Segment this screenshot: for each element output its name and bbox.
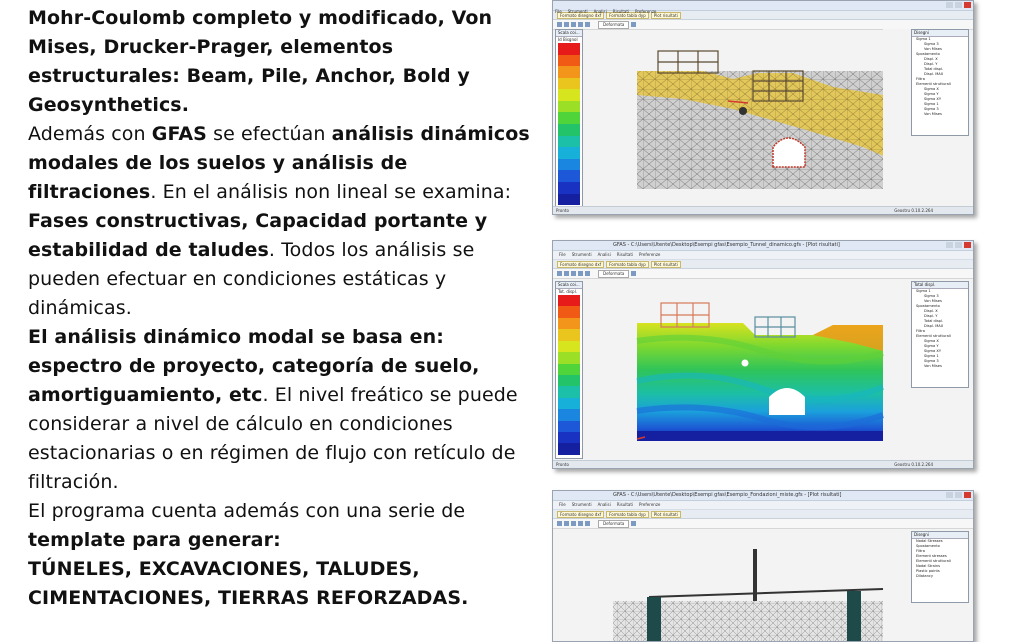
menu-ribbon [553, 501, 973, 510]
construction-phases-bold: Fases constructivas, Capacidad portante y estabilidad de taludes [28, 210, 488, 261]
print-icon[interactable] [585, 22, 590, 27]
results-tree-panel [911, 531, 969, 603]
status-right: Geostru 0.10.2.264 [894, 462, 933, 467]
print-icon[interactable] [585, 521, 590, 526]
model-canvas[interactable] [553, 531, 913, 641]
color-scale-legend [555, 29, 583, 209]
tree-items [912, 539, 968, 579]
left-footing [647, 597, 661, 641]
legend-color-bar [558, 43, 580, 205]
window-controls [946, 2, 971, 8]
tree-item[interactable]: Sigma XY [924, 349, 942, 353]
menu-preferences[interactable]: Preferenze [639, 502, 661, 507]
tree-item[interactable]: Elementi strutturali [916, 559, 951, 563]
maximize-icon[interactable] [955, 492, 962, 498]
pile-marker [739, 107, 747, 115]
tree-item[interactable]: Sigma 3 [924, 107, 939, 111]
window-title: GFAS - C:\Users\Utente\Desktop\Esempi gfas\Esempio_Tunnel_dinamico.gfs - [Plot risultati] [613, 242, 840, 248]
menu-analysis[interactable]: Analisi [593, 9, 607, 14]
toolbar [553, 269, 973, 279]
tree-item[interactable]: Displ. MAX [924, 72, 944, 76]
menu-analysis[interactable]: Analisi [597, 252, 611, 257]
tree-item[interactable]: Sigma 3 [924, 294, 939, 298]
settings-icon[interactable] [631, 521, 636, 526]
tree-title: Disegni [912, 30, 968, 37]
status-bar [553, 460, 973, 468]
tree-title: Disegni [912, 532, 968, 539]
status-bar [553, 206, 973, 214]
menu-results[interactable]: Risultati [616, 502, 634, 507]
tunnel-opening [773, 138, 805, 167]
fit-icon[interactable] [578, 22, 583, 27]
paragraph-modal-analysis [28, 323, 538, 497]
tab-results[interactable]: Plot risultati [651, 12, 681, 19]
fit-icon[interactable] [578, 521, 583, 526]
menu-results[interactable]: Risultati [616, 252, 634, 257]
text-fragment: . El nivel freático se puede considerar a nivel de cálculo en condiciones estacionarias o en régimen de flujo con retículo de filtración. [28, 384, 518, 493]
close-icon[interactable] [964, 242, 971, 248]
tree-item[interactable]: Sigma 1 [924, 102, 939, 106]
right-footing [847, 591, 861, 641]
tree-item[interactable]: Displ. X [924, 309, 938, 313]
left-building-frame [658, 51, 718, 73]
template-bold: template para generar: [28, 529, 281, 551]
templates-list-1: TÚNELES, EXCAVACIONES, TALUDES, [28, 558, 420, 580]
tree-item[interactable]: Total displ. [924, 319, 944, 323]
maximize-icon[interactable] [955, 242, 962, 248]
legend-subtitle: Id Bisgnol [558, 37, 578, 42]
tab-dyp[interactable]: Formato tabla dyp [606, 511, 649, 518]
dynamic-analysis-bold: análisis dinámicos modales de los suelos y análisis de filtraciones [28, 123, 530, 203]
tree-item[interactable]: Sigma X [924, 339, 939, 343]
tree-item[interactable]: Sigma 1 [924, 354, 939, 358]
tree-item[interactable]: Spostamento [916, 52, 940, 56]
tree-item[interactable]: Displ. Y [924, 62, 938, 66]
tree-item[interactable]: Filtra [916, 77, 925, 81]
zoom-out-icon[interactable] [564, 22, 569, 27]
toolbar [553, 519, 973, 529]
results-tree-panel [911, 29, 969, 136]
tab-dyp[interactable]: Formato tabla dyp [606, 12, 649, 19]
legend-title: Scala coi... [556, 30, 582, 37]
text-fragment: El programa cuenta además con una serie de [28, 500, 466, 522]
tree-items [912, 289, 968, 369]
settings-icon[interactable] [631, 22, 636, 27]
results-tree-panel [911, 281, 969, 388]
zoom-in-icon[interactable] [557, 22, 562, 27]
tree-item[interactable]: Sigma XY [924, 97, 942, 101]
tree-item[interactable]: Element stresses [916, 554, 947, 558]
tree-item[interactable]: Von Mises [924, 112, 942, 116]
tree-item[interactable]: Elementi strutturali [916, 82, 951, 86]
window-titlebar [553, 491, 973, 501]
pan-icon[interactable] [571, 521, 576, 526]
pan-icon[interactable] [571, 271, 576, 276]
tree-item[interactable]: Displ. Y [924, 314, 938, 318]
print-icon[interactable] [585, 271, 590, 276]
text-fragment: Además con [28, 123, 152, 145]
deformation-select[interactable]: Deformata [598, 21, 629, 29]
model-canvas[interactable] [583, 281, 913, 457]
status-right: Geostru 0.10.2.264 [894, 208, 933, 213]
menu-tools[interactable]: Strumenti [571, 252, 592, 257]
templates-list-2: CIMENTACIONES, TIERRAS REFORZADAS. [28, 587, 469, 609]
legend-color-bar [558, 295, 580, 455]
window-titlebar [553, 241, 973, 251]
tree-item[interactable]: Spostamento [916, 304, 940, 308]
document-tabs [553, 260, 973, 269]
minimize-icon[interactable] [946, 242, 953, 248]
tab-results[interactable]: Plot risultati [651, 261, 681, 268]
pan-icon[interactable] [571, 22, 576, 27]
zoom-in-icon[interactable] [557, 521, 562, 526]
deformation-select[interactable]: Deformata [598, 270, 629, 278]
tree-item[interactable]: Plastic points [916, 569, 940, 573]
tree-item[interactable]: Sigma X [924, 87, 939, 91]
deformation-select[interactable]: Deformata [598, 520, 629, 528]
paragraph-gfas-analysis [28, 120, 538, 323]
text-fragment: . Todos los análisis se pueden efectuar en condiciones estáticas y dinámicas. [28, 239, 475, 319]
document-tabs [553, 510, 973, 519]
tree-item[interactable]: Total displ. [924, 67, 944, 71]
tree-item[interactable]: Filtra [916, 329, 925, 333]
legend-title: Scala coi... [556, 282, 582, 289]
zoom-out-icon[interactable] [564, 521, 569, 526]
menu-results[interactable]: Risultati [612, 9, 630, 14]
settings-icon[interactable] [631, 271, 636, 276]
menu-tools[interactable]: Strumenti [571, 502, 592, 507]
tree-title: Total displ. [912, 282, 968, 289]
tab-dxf[interactable]: Formato disegno dxf [557, 511, 604, 518]
menu-file[interactable]: File [559, 502, 566, 507]
text-fragment: . En el análisis non lineal se examina: [150, 181, 512, 203]
zoom-out-icon[interactable] [564, 271, 569, 276]
tab-dxf[interactable]: Formato disegno dxf [557, 261, 604, 268]
pile-marker [742, 360, 749, 367]
close-icon[interactable] [964, 2, 971, 8]
window-controls [946, 242, 971, 248]
right-building-frame [755, 317, 795, 337]
description-text-column [28, 4, 538, 613]
tree-item[interactable]: Sigma 1 [916, 289, 931, 293]
menu-preferences[interactable]: Preferenze [639, 252, 661, 257]
minimize-icon[interactable] [946, 2, 953, 8]
tree-item[interactable]: Elementi strutturali [916, 334, 951, 338]
close-icon[interactable] [964, 492, 971, 498]
tree-item[interactable]: Displ. MAX [924, 324, 944, 328]
tree-item[interactable]: Von Mises [924, 364, 942, 368]
paragraph-templates [28, 497, 538, 613]
gfas-bold: GFAS [151, 123, 207, 145]
tab-results[interactable]: Plot risultati [651, 511, 681, 518]
menu-tools[interactable]: Strumenti [567, 9, 588, 14]
tree-items [912, 37, 968, 117]
tree-item[interactable]: Sigma 3 [924, 359, 939, 363]
menu-ribbon [553, 251, 973, 260]
tree-item[interactable]: Sigma 1 [916, 37, 931, 41]
tab-dxf[interactable]: Formato disegno dxf [557, 12, 604, 19]
status-left: Pronto [556, 462, 569, 467]
tree-item[interactable]: Von Mises [924, 47, 942, 51]
tab-dyp[interactable]: Formato tabla dyp [606, 261, 649, 268]
tree-item[interactable]: Von Mises [924, 299, 942, 303]
paragraph-constitutive-models [28, 4, 538, 120]
color-scale-legend [555, 281, 583, 459]
tree-item[interactable]: Nodal Stresses [916, 539, 943, 543]
maximize-icon[interactable] [955, 2, 962, 8]
menu-analysis[interactable]: Analisi [597, 502, 611, 507]
fit-icon[interactable] [578, 271, 583, 276]
tree-item[interactable]: Dilatancy [916, 574, 933, 578]
menu-preferences[interactable]: Preferenze [635, 9, 657, 14]
zoom-in-icon[interactable] [557, 271, 562, 276]
menu-file[interactable]: File [555, 9, 562, 14]
screenshot-stress-plot [552, 0, 974, 215]
menu-ribbon [555, 9, 656, 14]
tree-item[interactable]: Sigma 3 [924, 42, 939, 46]
tree-item[interactable]: Displ. X [924, 57, 938, 61]
modal-analysis-bold: El análisis dinámico modal se basa en: espectro de proyecto, categoría de suelo, amortiguamiento, etc [28, 326, 480, 406]
tree-item[interactable]: Sigma Y [924, 344, 939, 348]
status-left: Pronto [556, 208, 569, 213]
tree-item[interactable]: Filtra [916, 549, 925, 553]
window-title: GFAS - C:\Users\Utente\Desktop\Esempi gfas\Esempio_Fondazioni_miste.gfs - [Plot risultati] [613, 492, 842, 498]
tree-item[interactable]: Nodal Strains [916, 564, 941, 568]
window-controls [946, 492, 971, 498]
menu-file[interactable]: File [559, 252, 566, 257]
screenshot-displacement-plot [552, 240, 974, 469]
tree-item[interactable]: Sigma Y [924, 92, 939, 96]
models-bold-text: Mohr-Coulomb completo y modificado, Von Mises, Drucker-Prager, elementos estructurales: Beam, Pile, Anchor, Bold y Geosynthetics. [28, 7, 493, 116]
model-canvas[interactable] [583, 29, 913, 207]
minimize-icon[interactable] [946, 492, 953, 498]
text-fragment: se efectúan [206, 123, 332, 145]
screenshot-foundation-mesh [552, 490, 974, 642]
tree-item[interactable]: Spostamento [916, 544, 940, 548]
legend-subtitle: Tot. displ. [558, 289, 577, 294]
